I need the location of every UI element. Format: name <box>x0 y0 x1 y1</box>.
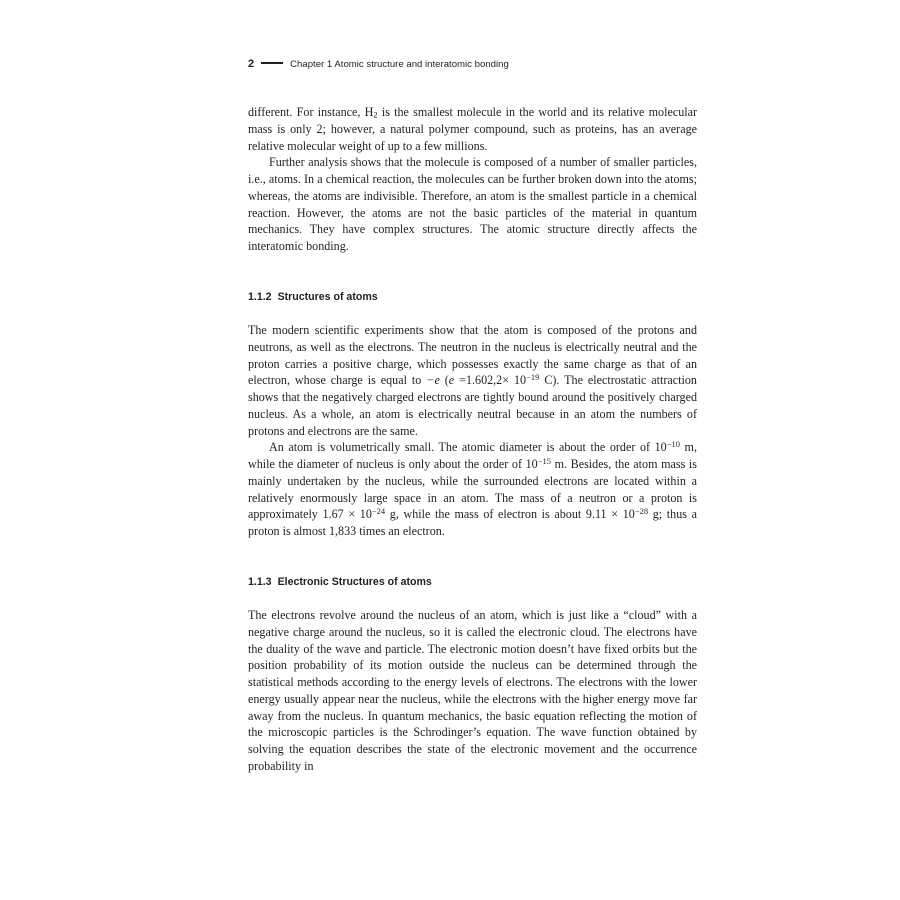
paragraph: different. For instance, $H_2$ is the smallest molecule in the world and its relative molecular mass is only 2; however, a natural polymer compound, such as proteins, has an average relative molecular weight of up to a few millions. <box>248 105 698 153</box>
section-title: Structures of atoms <box>277 291 378 303</box>
section-1-1-2-text <box>248 322 697 540</box>
superscript: −28 <box>634 506 649 517</box>
chapter-title: Atomic structure and interatomic bonding <box>334 59 509 70</box>
superscript: −24 <box>371 506 386 517</box>
section-number: 1.1.3 <box>248 576 272 588</box>
paragraph: The modern scientific experiments show that the atom is composed of the protons and neutrons, as well as the electrons. The neutron in the nucleus is electrically neutral and the proton carries a positive charge, which possesses exactly the same charge as that of an electron, whose charge is equal to −e ($e =1.602,2\times 10^{-19}$ C). The electrostatic attraction shows that the negatively charged electrons are tightly bound around the positively charged nucleus. As a whole, an atom is electrically neutral because in an atom the numbers of protons and electrons are the same. <box>248 323 697 438</box>
superscript: −10 <box>666 439 680 450</box>
section-heading-1-1-3 <box>248 574 697 590</box>
paragraph: An atom is volumetrically small. The atomic diameter is about the order of $10^{-10}$ m, while the diameter of nucleus is only about the order of $10^{-15}$ m. Besides, the atom mass is mainly undertaken by the nucleus, while the surrounded electrons are located within a relatively enormously large space in an atom. The mass of a neutron or a proton is approximately $1.67 \times 10^{-24}$ g, while the mass of electron is about $9.11 \times 10^{-28}$ g; thus a proton is almost 1,833 times an electron. <box>248 439 697 538</box>
running-head <box>248 56 698 72</box>
superscript: −19 <box>526 372 540 383</box>
page-number: 2 <box>248 58 255 70</box>
paragraph: The electrons revolve around the nucleus of an atom, which is just like a “cloud” with a negative charge around the nucleus, so it is called the electronic cloud. The electrons have the duality of the wave and particle. The electronic motion doesn’t have fixed orbits but the position probability of its motion outside the nucleus can be determined through the statistical methods according to the energy levels of electrons. The electrons with the lower energy usually appear near the nucleus, while the electrons with the higher energy move far away from the nucleus. In quantum mechanics, the basic equation reflecting the motion of the microscopic particles is the Schrodinger’s equation. The wave function obtained by solving the equation describes the state of the electronic movement and the occurrence probability in <box>248 608 697 773</box>
section-heading-1-1-2 <box>248 289 697 305</box>
math-symbol: −e <box>426 373 440 388</box>
section-1-1-3-text <box>248 607 697 775</box>
paragraph: Further analysis shows that the molecule is composed of a number of smaller particles, i.e., atoms. In a chemical reaction, the molecules can be further broken down into the atoms; whereas, the atoms are indivisible. Therefore, an atom is the smallest particle in a chemical reaction. However, the atoms are not the basic particles of the material in quantum mechanics. They have complex structures. The atomic structure directly affects the interatomic bonding. <box>248 155 697 253</box>
math-symbol: e <box>448 373 455 388</box>
superscript: −15 <box>537 456 551 467</box>
subscript: 2 <box>373 109 378 120</box>
header-rule <box>261 62 283 64</box>
intro-text <box>248 104 697 255</box>
chapter-label: Chapter 1 <box>290 59 333 70</box>
section-number: 1.1.2 <box>248 291 272 303</box>
section-title: Electronic Structures of atoms <box>277 576 432 588</box>
